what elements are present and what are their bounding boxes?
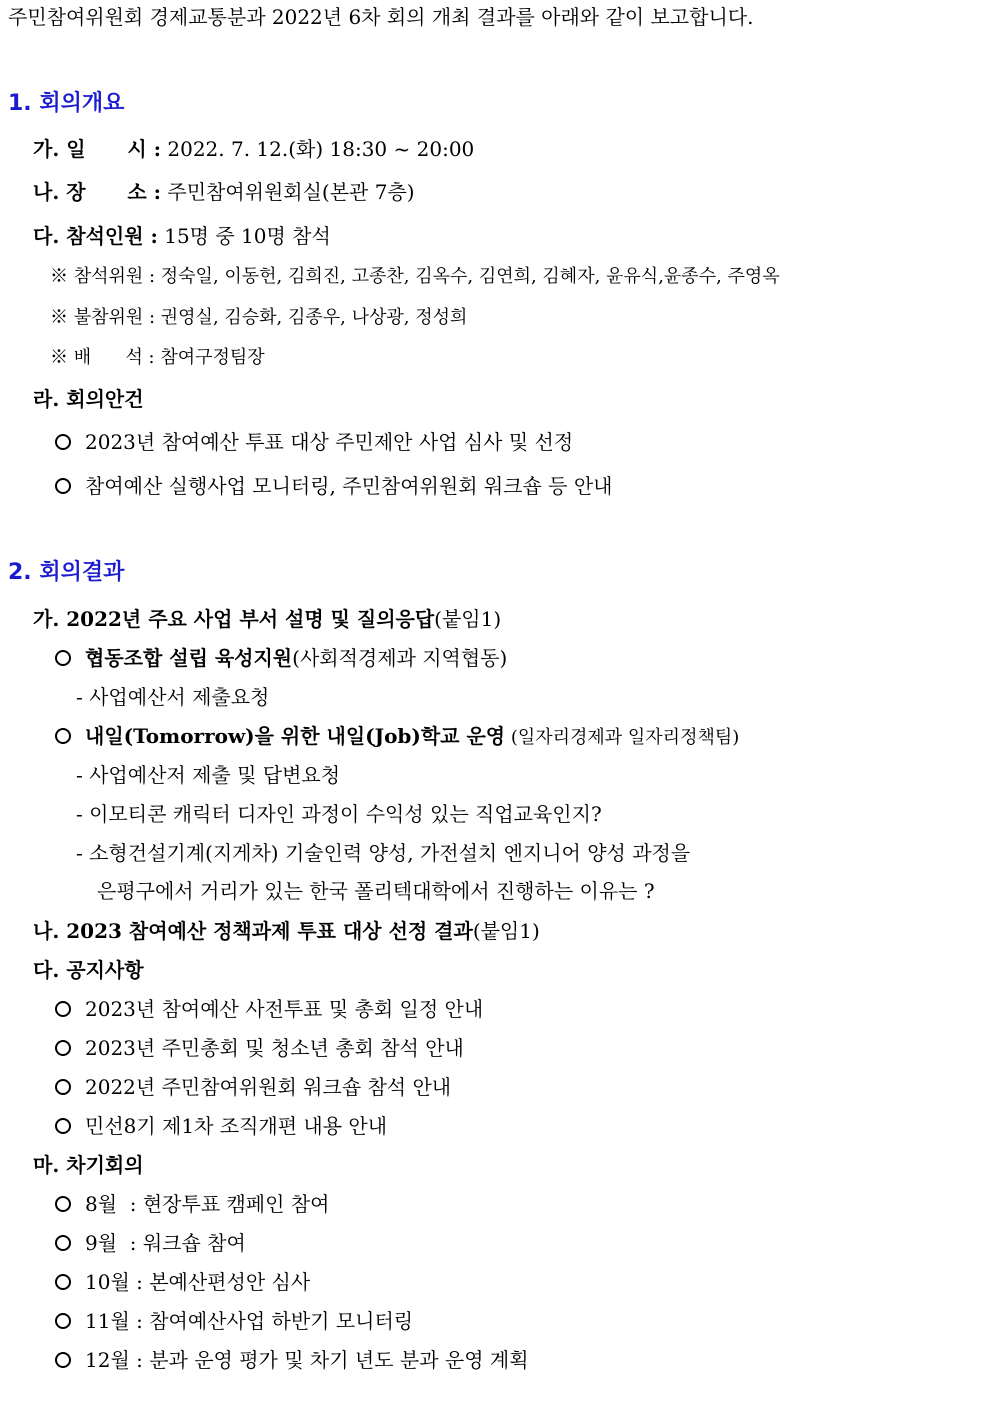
notice-item (55, 1075, 451, 1099)
attendance-label: 다. 참석인원 : (33, 224, 158, 248)
result-b-suffix: (붙임1) (472, 919, 540, 943)
item-detail: - 소형건설기계(지게차) 기술인력 양성, 가전설치 엔지니어 양성 과정을 (76, 841, 691, 865)
agenda-item (55, 430, 573, 454)
next-meeting-text: 8월 : 현장투표 캠페인 참여 (85, 1192, 330, 1216)
next-meeting-text: 12월 : 분과 운영 평가 및 차기 년도 분과 운영 계획 (85, 1348, 529, 1372)
item-dept: (일자리경제과 일자리정책팀) (505, 727, 740, 748)
notice-text: 민선8기 제1차 조직개편 내용 안내 (85, 1114, 388, 1138)
item-detail: - 사업예산서 제출요청 (76, 685, 270, 709)
circle-bullet-icon (55, 434, 71, 450)
result-b-label: 나. 2023 참여예산 정책과제 투표 대상 선정 결과 (33, 919, 473, 943)
notice-text: 2023년 주민총회 및 청소년 총회 참석 안내 (85, 1036, 464, 1060)
meeting-date (33, 137, 474, 161)
note-observer: ※ 배 석 : 참여구정팀장 (50, 347, 265, 368)
next-meeting-item (55, 1348, 529, 1372)
note-absentees: ※ 불참위원 : 권영실, 김승화, 김종우, 나상광, 정성희 (50, 307, 468, 328)
circle-bullet-icon (55, 650, 71, 666)
notices-label: 다. 공지사항 (33, 958, 144, 982)
item-title: 협동조합 설립 육성지원 (85, 646, 293, 670)
item-dept: (사회적경제과 지역협동) (292, 646, 508, 670)
meeting-place (33, 180, 415, 204)
circle-bullet-icon (55, 1001, 71, 1017)
circle-bullet-icon (55, 478, 71, 494)
item-detail: - 이모티콘 캐릭터 디자인 과정이 수익성 있는 직업교육인지? (76, 802, 602, 826)
item-title: 내일(Tomorrow)을 위한 내일(Job)학교 운영 (85, 724, 506, 748)
item-school (55, 724, 739, 750)
section1-heading: 1. 회의개요 (8, 91, 125, 116)
note-attendees: ※ 참석위원 : 정숙일, 이동헌, 김희진, 고종찬, 김옥수, 김연희, 김혜자, 윤유식,윤종수, 주영옥 (50, 266, 780, 287)
place-value: 주민참여위원회실(본관 7층) (167, 180, 415, 204)
circle-bullet-icon (55, 1118, 71, 1134)
attendance (33, 224, 331, 248)
date-value: 2022. 7. 12.(화) 18:30 ~ 20:00 (167, 137, 475, 161)
item-detail: - 사업예산저 제출 및 답변요청 (76, 763, 341, 787)
result-a-suffix: (붙임1) (434, 607, 502, 631)
circle-bullet-icon (55, 1352, 71, 1368)
circle-bullet-icon (55, 1040, 71, 1056)
next-meeting-text: 9월 : 워크숍 참여 (85, 1231, 246, 1255)
next-meetings-label: 마. 차기회의 (33, 1153, 144, 1177)
result-a-label: 가. 2022년 주요 사업 부서 설명 및 질의응답 (33, 607, 435, 631)
circle-bullet-icon (55, 1274, 71, 1290)
intro-text: 주민참여위원회 경제교통분과 2022년 6차 회의 개최 결과를 아래와 같이 보고합니다. (8, 5, 754, 29)
next-meeting-item (55, 1309, 413, 1333)
item-coop (55, 646, 507, 670)
section2-heading: 2. 회의결과 (8, 560, 125, 585)
next-meeting-text: 11월 : 참여예산사업 하반기 모니터링 (85, 1309, 414, 1333)
notice-item (55, 997, 483, 1021)
next-meeting-item (55, 1231, 246, 1255)
result-b (33, 919, 540, 943)
notice-item (55, 1036, 464, 1060)
place-label: 나. 장 소 : (33, 180, 162, 204)
notice-text: 2023년 참여예산 사전투표 및 총회 일정 안내 (85, 997, 484, 1021)
item-detail: 은평구에서 거리가 있는 한국 폴리텍대학에서 진행하는 이유는 ? (97, 879, 655, 903)
result-a (33, 607, 501, 631)
circle-bullet-icon (55, 1196, 71, 1212)
circle-bullet-icon (55, 1079, 71, 1095)
circle-bullet-icon (55, 1313, 71, 1329)
notice-text: 2022년 주민참여위원회 워크숍 참석 안내 (85, 1075, 452, 1099)
next-meeting-item (55, 1192, 329, 1216)
agenda-text: 2023년 참여예산 투표 대상 주민제안 사업 심사 및 선정 (85, 430, 574, 454)
notice-item (55, 1114, 387, 1138)
circle-bullet-icon (55, 728, 71, 744)
next-meeting-text: 10월 : 본예산편성안 심사 (85, 1270, 311, 1294)
circle-bullet-icon (55, 1235, 71, 1251)
attendance-value: 15명 중 10명 참석 (164, 224, 331, 248)
agenda-text: 참여예산 실행사업 모니터링, 주민참여위원회 워크숍 등 안내 (85, 474, 613, 498)
next-meeting-item (55, 1270, 310, 1294)
date-label: 가. 일 시 : (33, 137, 162, 161)
agenda-label: 라. 회의안건 (33, 387, 144, 411)
agenda-item (55, 474, 613, 498)
